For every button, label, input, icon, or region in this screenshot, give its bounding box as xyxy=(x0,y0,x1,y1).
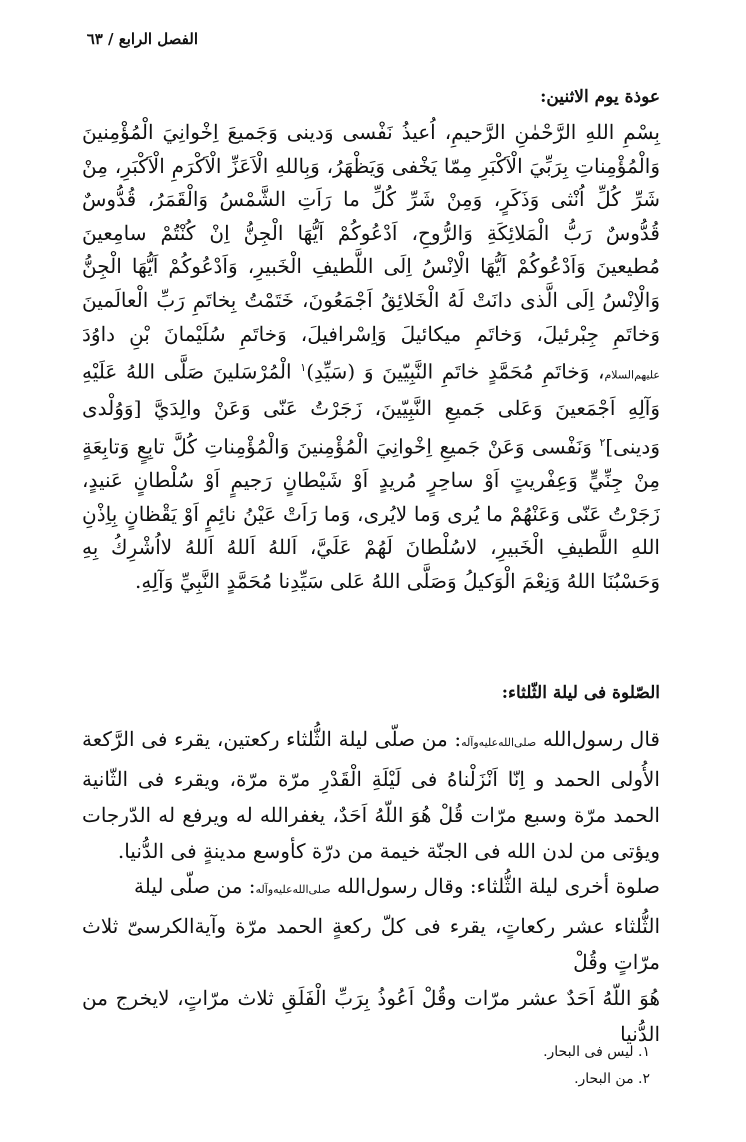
footnote-text: من البحار. xyxy=(574,1071,634,1087)
paragraph-line xyxy=(82,868,660,908)
paragraph-text: صلوة أخرى ليلة الثُّلثاء: وقال رسول‌الله xyxy=(330,874,660,898)
section-heading-monday: عوذة يوم الاثنين: xyxy=(540,87,660,107)
footnote-text: ليس فى البحار. xyxy=(543,1044,634,1060)
inline-honorific: صلى‌الله‌عليه‌وآله xyxy=(461,736,537,749)
supplication-text-part: ، وَخاتَمِ مُحَمَّدٍ خاتَمِ النَّبِيّينَ وَ (سَيِّدِ) xyxy=(306,359,605,384)
running-head xyxy=(48,30,198,48)
footnote-item xyxy=(543,1039,650,1066)
tuesday-prayer-paragraph-2 xyxy=(82,868,660,1052)
footnote-reference: ٢ xyxy=(599,436,606,449)
paragraph-text: قال رسول‌الله xyxy=(536,727,660,751)
section-heading-tuesday: الصّلوة فى ليلة الثّلثاء: xyxy=(501,683,660,703)
supplication-text-part: الْمُرْسَلينَ صَلَّى اللهُ عَلَيْهِ وَآلِهِ اَجْمَعينَ وَعَلى جَميعِ النَّبِيّينَ، زَجَرْتُ عَنّى وَعَنْ والِدَيَّ [وَوُلْدى وَدينى] xyxy=(82,359,660,459)
footnote-reference: ١ xyxy=(300,361,307,375)
inline-honorific: صلى‌الله‌عليه‌وآله xyxy=(255,883,331,896)
tuesday-prayer-paragraph-1 xyxy=(82,721,660,869)
running-head-text: الفصل الرابع / ٦٣ xyxy=(86,30,198,48)
footnote-number: ١. xyxy=(638,1044,650,1060)
inline-honorific: عليهم‌السلام xyxy=(604,368,660,382)
paragraph-text: : من صلّى ليلة xyxy=(134,874,256,898)
paragraph-line: الثُّلثاء عشر ركعاتٍ، يقرء فى كلّ ركعةٍ الحمد مرّة وآية‌الكرسىّ ثلاث مرّاتٍ وقُلْ xyxy=(82,914,660,974)
paragraph-line: هُوَ اللّهُ اَحَدٌ عشر مرّات وقُلْ اَعُوذُ بِرَبِّ الْفَلَقِ ثلاث مرّاتٍ، لايخرج من الدُّنيا xyxy=(82,986,660,1046)
supplication-text-part: بِسْمِ اللهِ الرَّحْمٰنِ الرَّحيمِ، اُعيذُ نَفْسى وَدينى وَجَميعَ اِخْوانِيَ الْمُؤْمِنينَ وَالْمُؤْمِناتِ بِرَبِّيَ الْاَكْبَرِ مِمّا يَخْفى وَيَظْهَرُ، وَبِاللهِ الْاَعَزِّ الْاَكْرَمِ الْاَكْبَرِ، مِنْ شَرِّ كُلِّ اُنْثى وَذَكَرٍ، وَمِنْ شَرِّ كُلِّ ما رَاَتِ الشَّمْسُ وَالْقَمَرُ، قُدُّوسٌ قُدُّوسٌ رَبُّ الْمَلائِكَةِ وَالرُّوحِ، اَدْعُوكُمْ اَيُّهَا الْجِنُّ اِنْ كُنْتُمْ سامِعينَ مُطيعينَ وَاَدْعُوكُمْ اَيُّهَا الْاِنْسُ اِلَى اللَّطيفِ الْخَبيرِ، وَاَدْعُوكُمْ اَيُّهَا الْجِنُّ وَالْاِنْسُ اِلَى الَّذى دانَتْ لَهُ الْخَلائِقُ اَجْمَعُونَ، خَتَمْتُ بِخاتَمِ رَبِّ الْعالَمينَ وَخاتَمِ جِبْرئيلَ، وَخاتَمِ ميكائيلَ وَاِسْرافيلَ، وَخاتَمِ سُلَيْمانَ بْنِ داوُدَ xyxy=(82,120,660,346)
paragraph-text: : من صلّى ليلة الثُّلثاء ركعتين، يقرء فى الرَّكعة الأُولى الحمد و اِنّا اَنْزَلْناهُ فى لَيْلَةِ الْقَدْرِ مرّة مرّة، ويقرء فى الثّانية الحمد مرّة وسبع مرّات قُلْ هُوَ اللّهُ اَحَدٌ، يغفرالله له ويرفع له الدّرجات ويؤتى من لدن الله فى الجنّة خيمة من درّة كأوسع مدينةٍ فى الدُّنيا. xyxy=(82,727,660,863)
monday-supplication-text xyxy=(82,116,660,599)
footnote-number: ٢. xyxy=(638,1071,650,1087)
footnote-item xyxy=(543,1066,650,1093)
supplication-text-part: وَنَفْسى وَعَنْ جَميعِ اِخْوانِيَ الْمُؤْمِنينَ وَالْمُؤْمِناتِ كُلَّ تابِعٍ وَتابِعَةٍ مِنْ جِنِّيٍّ وَعِفْريتٍ اَوْ ساحِرٍ مُريدٍ اَوْ شَيْطانٍ رَجيمٍ اَوْ سُلْطانٍ عَنيدٍ، زَجَرْتُ عَنّى وَعَنْهُمْ ما يُرى وَما لايُرى، وَما رَاَتْ عَيْنُ نائِمٍ اَوْ يَقْظانٍ بِاِذْنِ اللهِ اللَّطيفِ الْخَبيرِ، لاسُلْطانَ لَهُمْ عَلَيَّ، اَللهُ اَللهُ اَللهُ لااُشْرِكُ بِهِ وَحَسْبُنَا اللهُ وَنِعْمَ الْوَكيلُ وَصَلَّى اللهُ عَلى سَيِّدِنا مُحَمَّدٍ النَّبِيِّ وَآلِهِ. xyxy=(82,434,660,594)
footnotes xyxy=(543,1039,650,1093)
